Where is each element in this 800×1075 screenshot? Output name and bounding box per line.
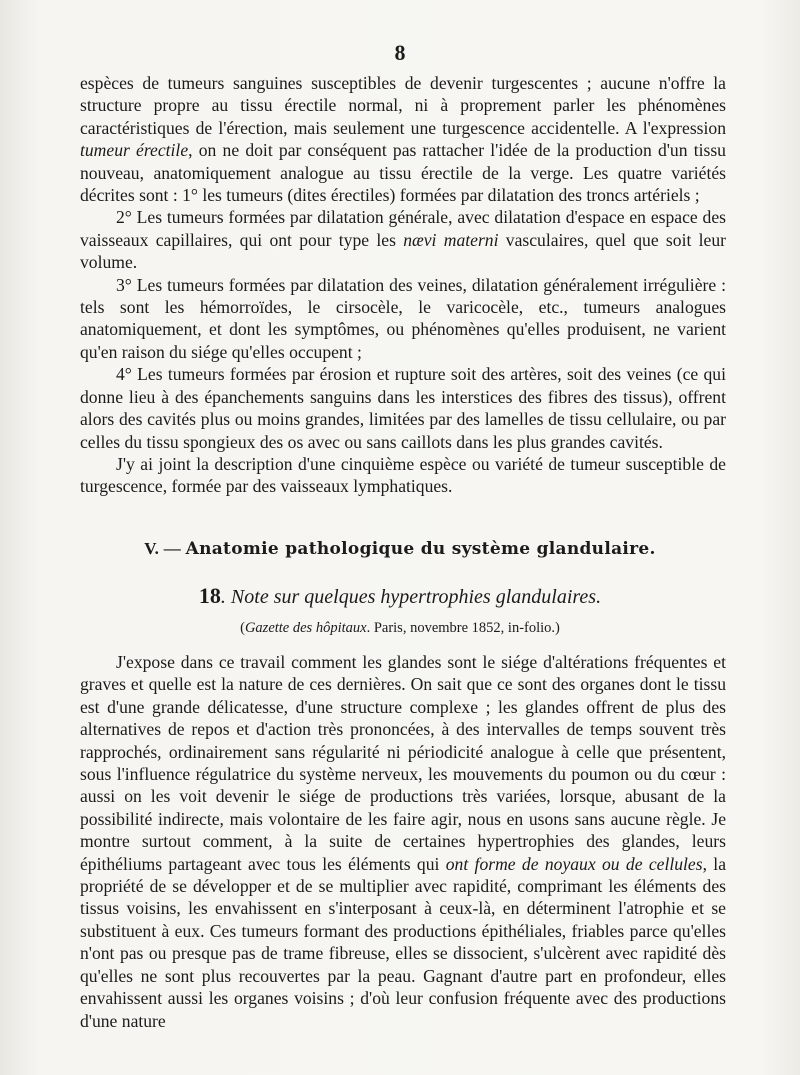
- note-number: 18: [198, 583, 221, 608]
- note-citation: [0, 620, 800, 637]
- paragraph-variety-2-part-a: 2° Les tumeurs formées par dilatation générale, avec dilatation d'espace en espace des vaisseaux capillaires, qui ont pour type les: [80, 207, 726, 250]
- paragraph-variety-2-emphasis: nævi materni: [403, 229, 499, 250]
- paragraph-intro-part-a: espèces de tumeurs sanguines susceptibles de devenir turgescentes ; aucune n'offre la structure propre au tissu érectile normal, ni à proprement parler les phénomènes caractéristiques de l'érection, mais seulement une turgescence accidentelle. A l'expression: [80, 73, 726, 138]
- paragraph-glands: [80, 651, 726, 1032]
- citation-journal: Gazette des hôpitaux: [244, 620, 367, 636]
- note-title-text: . Note sur quelques hypertrophies glandulaires.: [220, 586, 602, 608]
- page-number: 8: [394, 40, 406, 65]
- paragraph-variety-2-part-b: vasculaires, quel que soit leur volume.: [80, 229, 726, 273]
- paragraph-variety-4: 4° Les tumeurs formées par érosion et rupture soit des artères, soit des veines (ce qui donne lieu à des épanchements sanguins dans les interstices des fibres des tissus), offrent alors des cavités plus ou moins grandes, limitées par des lamelles de tissu cellulaire, ou par celles du tissu spongieux des os avec ou sans caillots dans les plus grandes cavités.: [80, 364, 726, 452]
- section-heading: [0, 539, 800, 559]
- paragraph-fifth-variety: J'y ai joint la description d'une cinquième espèce ou variété de tumeur susceptible de turgescence, formée par des vaisseaux lymphatiques.: [80, 453, 726, 497]
- paragraph-intro-emphasis: tumeur érectile: [80, 140, 189, 161]
- paragraph-glands-part-a: J'expose dans ce travail comment les glandes sont le siége d'altérations fréquentes et graves et quelle est la nature de ces dernières. On sait que ce sont des organes dont le tissu est d'une grande délicatesse, d'une structure complexe ; les glandes offrent de plus des alternatives de repos et d'action très prononcées, à des intervalles de temps souvent très rapprochés, ordinairement sans régularité ni périodicité analogue à celle que présentent, sous l'influence régulatrice du système nerveux, les mouvements du poumon ou du cœur : aussi on les voit devenir le siége de productions très variées, lorsque, abusant de la possibilité indirecte, mais volontaire de les faire agir, nous en usons sans aucune règle. Je montre surtout comment, à la suite de certaines hypertrophies des glandes, leurs épithéliums partageant avec tous les éléments qui: [80, 652, 726, 874]
- paragraph-glands-part-b: , la propriété de se développer et de se multiplier avec rapidité, comprimant les éléments des tissus voisins, les envahissent en s'interposant à ceux-là, en déterminent l'atrophie et se substituent à eux. Ces tumeurs formant des productions épithéliales, friables parce qu'elles n'ont pas ou presque pas de trame fibreuse, elles se dissocient, s'ulcèrent avec rapidité dès qu'elles ne sont plus recouvertes par la peau. Gagnant d'autre part en profondeur, elles envahissent aussi les organes voisins ; d'où leur confusion fréquente avec des productions d'une nature: [80, 853, 726, 1031]
- paragraph-variety-3: 3° Les tumeurs formées par dilatation des veines, dilatation généralement irrégulière : tels sont les hémorroïdes, le cirsocèle, le varicocèle, etc., tumeurs analogues anatomiquement, et dont les symptômes, ou phénomènes qu'elles produisent, ne varient qu'en raison du siége qu'elles occupent ;: [80, 274, 726, 362]
- paragraph-variety-2: [80, 206, 726, 273]
- gland-hypertrophy-text: [80, 651, 726, 1032]
- paragraph-intro-part-b: , on ne doit par conséquent pas rattacher l'idée de la production d'un tissu nouveau, anatomiquement analogue au tissu érectile de la verge. Les quatre variétés décrites sont : 1° les tumeurs (dites érectiles) formées par dilatation des troncs artériels ;: [80, 140, 726, 206]
- paragraph-intro: [80, 72, 726, 206]
- section-heading-title: Anatomie pathologique du système glandulaire.: [185, 539, 656, 559]
- tumor-varieties-text: [80, 72, 726, 498]
- citation-details: . Paris, novembre 1852, in-folio.): [366, 620, 560, 636]
- section-heading-prefix: V. —: [144, 539, 186, 558]
- paragraph-glands-emphasis: ont forme de noyaux ou de cellules: [445, 853, 703, 874]
- note-title: [0, 583, 800, 609]
- citation-open: (: [240, 620, 245, 636]
